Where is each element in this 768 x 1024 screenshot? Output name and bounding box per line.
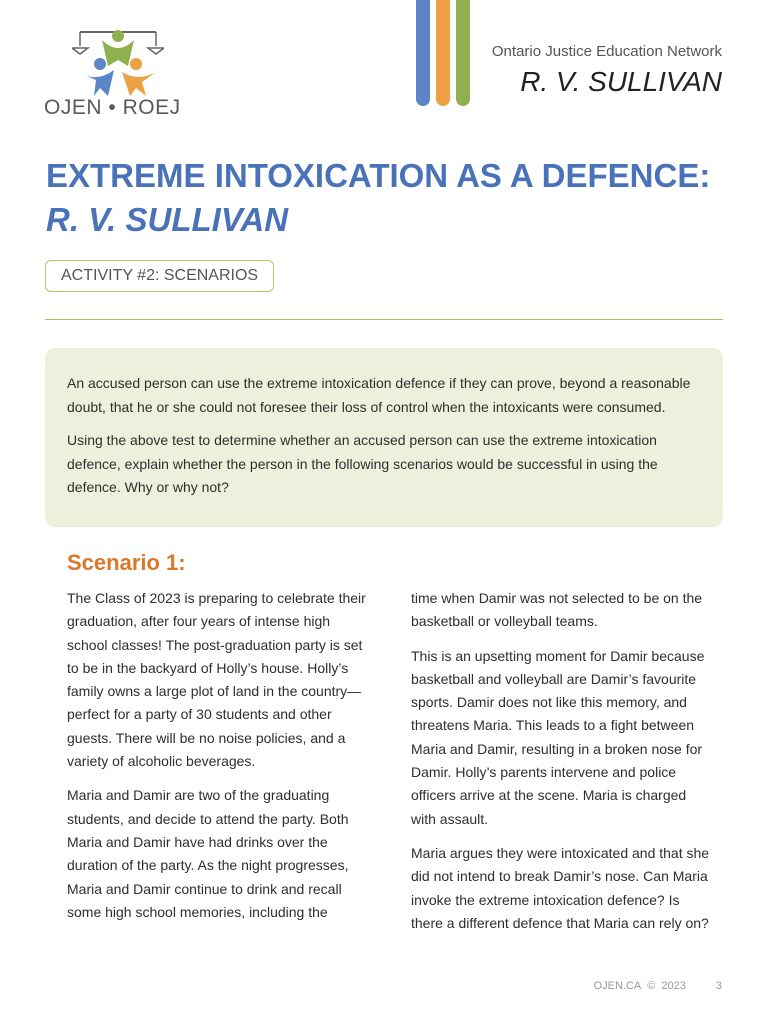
page-title bbox=[46, 154, 726, 242]
footer-site: OJEN.CA bbox=[593, 980, 642, 992]
scenario-column-right bbox=[411, 587, 711, 946]
title-line-1: EXTREME INTOXICATION AS A DEFENCE: bbox=[46, 157, 711, 194]
scales-figures-icon bbox=[72, 26, 164, 98]
scenario-column-left bbox=[67, 587, 367, 935]
activity-label: ACTIVITY #2: SCENARIOS bbox=[45, 260, 274, 292]
logo-text-ojen: OJEN bbox=[44, 96, 103, 119]
title-line-2: R. V. SULLIVAN bbox=[46, 201, 289, 238]
logo-text-roej: ROEJ bbox=[122, 96, 181, 119]
scenario-heading: Scenario 1: bbox=[67, 550, 186, 575]
footer-copyright: © bbox=[647, 980, 656, 992]
header-case-name: R. V. SULLIVAN bbox=[520, 66, 722, 97]
footer-year: 2023 bbox=[661, 980, 686, 992]
header-stripes bbox=[416, 0, 472, 108]
scenario-paragraph: The Class of 2023 is preparing to celebrate their graduation, after four years of intense high school classes! The post-graduation party is set to be in the backyard of Holly’s house. Holly’s family owns a large plot of land in the country—perfect for a party of 30 students and other guests. There will be no noise policies, and a variety of alcoholic beverages. bbox=[67, 590, 366, 770]
page-footer bbox=[588, 980, 722, 992]
logo-wordmark bbox=[44, 96, 192, 120]
scenario-paragraph: This is an upsetting moment for Damir because basketball and volleyball are Damir’s favourite sports. Damir does not like this memory, and threatens Maria. This leads to a fight between Maria and Damir, resulting in a broken nose for Damir. Holly’s parents intervene and police officers arrive at the scene. Maria is charged with assault. bbox=[411, 647, 705, 827]
intro-paragraph-1: An accused person can use the extreme intoxication defence if they can prove, beyond a reasonable doubt, that he or she could not foresee their loss of control when the intoxicants were consumed. bbox=[67, 375, 691, 415]
section-divider bbox=[45, 319, 723, 320]
page-number: 3 bbox=[715, 980, 722, 992]
scenario-paragraph: Maria argues they were intoxicated and that she did not intend to break Damir’s nose. Can Maria invoke the extreme intoxication defence? Is there a different defence that Maria can rely on? bbox=[411, 844, 710, 931]
ojen-logo bbox=[44, 26, 192, 126]
logo-separator: • bbox=[108, 96, 117, 119]
scenario-paragraph: time when Damir was not selected to be on the basketball or volleyball teams. bbox=[411, 590, 703, 630]
intro-box bbox=[45, 348, 723, 527]
scenario-paragraph: Maria and Damir are two of the graduating students, and decide to attend the party. Both Maria and Damir have had drinks over the duration of the party. As the night progresses, Maria and Damir continue to drink and recall some high school memories, including the bbox=[67, 787, 349, 920]
organization-name: Ontario Justice Education Network bbox=[491, 43, 722, 60]
stripe-orange bbox=[436, 0, 450, 106]
intro-paragraph-2: Using the above test to determine whether an accused person can use the extreme intoxication defence, explain whether the person in the following scenarios would be successful in using the defence. Why or why not? bbox=[67, 432, 658, 495]
stripe-green bbox=[456, 0, 470, 106]
stripe-blue bbox=[416, 0, 430, 106]
